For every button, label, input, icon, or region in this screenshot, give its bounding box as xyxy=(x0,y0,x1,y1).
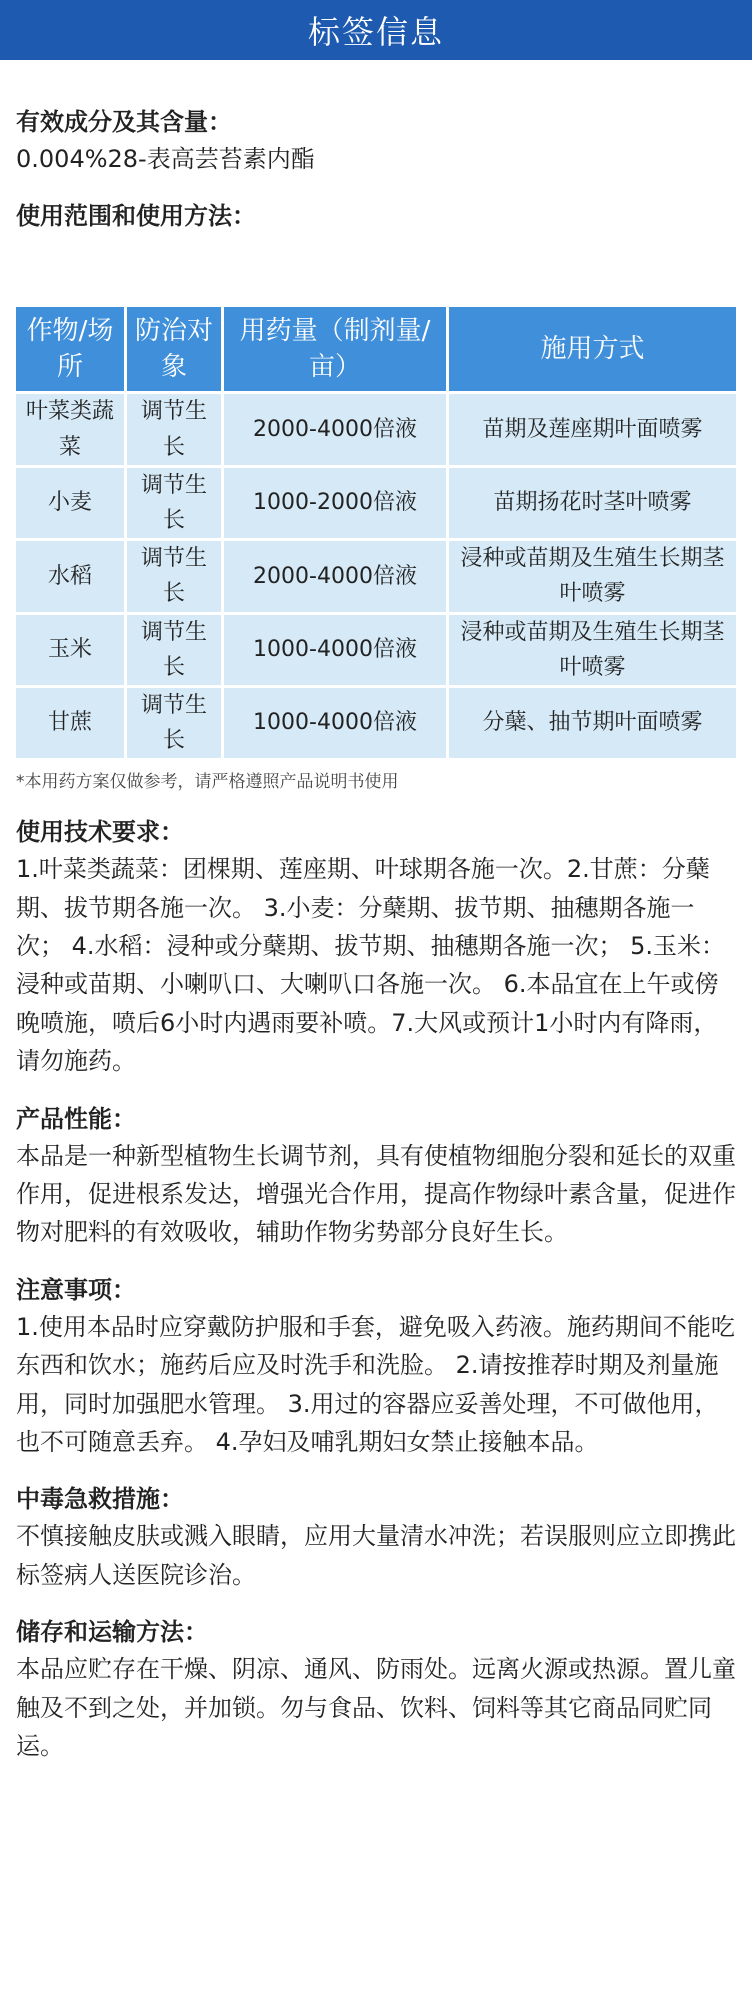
caution-section xyxy=(16,1272,736,1462)
storage-section xyxy=(16,1614,736,1765)
storage-text: 本品应贮存在干燥、阴凉、通风、防雨处。远离火源或热源。置儿童触及不到之处，并加锁。勿与食品、饮料、饲料等其它商品同贮同运。 xyxy=(16,1655,736,1760)
cell-crop: 玉米 xyxy=(16,615,124,685)
performance-section xyxy=(16,1101,736,1252)
performance-heading: 产品性能： xyxy=(16,1104,136,1133)
header-bar xyxy=(0,0,752,60)
table-row xyxy=(16,394,736,464)
tech-text: 1.叶菜类蔬菜：团棵期、莲座期、叶球期各施一次。2.甘蔗：分蘖期、拔节期各施一次。 3.小麦：分蘖期、拔节期、抽穗期各施一次； 4.水稻：浸种或分蘖期、拔节期、抽穗期各施一次； 5.玉米：浸种或苗期、小喇叭口、大喇叭口各施一次。 6.本品宜在上午或傍晚喷施，喷后6小时内遇雨要补喷。7.大风或预计1小时内有降雨，请勿施药。 xyxy=(16,855,726,1076)
cell-target: 调节生长 xyxy=(127,541,221,611)
header-method: 施用方式 xyxy=(449,307,736,391)
firstaid-section xyxy=(16,1481,736,1594)
table-row xyxy=(16,468,736,538)
firstaid-text: 不慎接触皮肤或溅入眼睛，应用大量清水冲洗；若误服则应立即携此标签病人送医院诊治。 xyxy=(16,1522,736,1589)
table-row xyxy=(16,615,736,685)
tech-section xyxy=(16,814,736,1080)
performance-text: 本品是一种新型植物生长调节剂，具有使植物细胞分裂和延长的双重作用，促进根系发达，增强光合作用，提高作物绿叶素含量，促进作物对肥料的有效吸收，辅助作物劣势部分良好生长。 xyxy=(16,1141,736,1247)
cell-method: 浸种或苗期及生殖生长期茎叶喷雾 xyxy=(449,541,736,611)
cell-crop: 小麦 xyxy=(16,468,124,538)
cell-target: 调节生长 xyxy=(127,468,221,538)
dosage-table xyxy=(13,304,739,761)
ingredient-value: 0.004%28-表高芸苔素内酯 xyxy=(16,145,315,173)
table-header-row xyxy=(16,307,736,391)
cell-crop: 水稻 xyxy=(16,541,124,611)
caution-heading: 注意事项： xyxy=(16,1275,136,1304)
spacer xyxy=(16,254,736,304)
header-dosage: 用药量（制剂量/亩） xyxy=(224,307,446,391)
cell-target: 调节生长 xyxy=(127,688,221,758)
cell-dosage: 1000-4000倍液 xyxy=(224,688,446,758)
table-note: *本用药方案仅做参考，请严格遵照产品说明书使用 xyxy=(16,772,399,793)
header-crop: 作物/场所 xyxy=(16,307,124,391)
cell-method: 分蘖、抽节期叶面喷雾 xyxy=(449,688,736,758)
cell-method: 苗期扬花时茎叶喷雾 xyxy=(449,468,736,538)
cell-crop: 甘蔗 xyxy=(16,688,124,758)
caution-text: 1.使用本品时应穿戴防护服和手套，避免吸入药液。施药期间不能吃东西和饮水；施药后应及时洗手和洗脸。 2.请按推荐时期及剂量施用，同时加强肥水管理。 3.用过的容器应妥善处理，不可做他用，也不可随意丢弃。 4.孕妇及哺乳期妇女禁止接触本品。 xyxy=(16,1312,735,1456)
storage-heading: 储存和运输方法： xyxy=(16,1618,208,1647)
cell-dosage: 1000-4000倍液 xyxy=(224,615,446,685)
ingredient-section xyxy=(16,104,736,178)
cell-target: 调节生长 xyxy=(127,394,221,464)
usage-heading: 使用范围和使用方法： xyxy=(16,202,256,231)
table-row xyxy=(16,541,736,611)
cell-dosage: 2000-4000倍液 xyxy=(224,394,446,464)
ingredient-heading: 有效成分及其含量： xyxy=(16,108,232,136)
usage-section xyxy=(16,198,736,234)
firstaid-heading: 中毒急救措施： xyxy=(16,1485,184,1514)
cell-dosage: 1000-2000倍液 xyxy=(224,468,446,538)
table-row xyxy=(16,688,736,758)
cell-dosage: 2000-4000倍液 xyxy=(224,541,446,611)
tech-heading: 使用技术要求： xyxy=(16,818,184,847)
cell-target: 调节生长 xyxy=(127,615,221,685)
cell-crop: 叶菜类蔬菜 xyxy=(16,394,124,464)
cell-method: 苗期及莲座期叶面喷雾 xyxy=(449,394,736,464)
cell-method: 浸种或苗期及生殖生长期茎叶喷雾 xyxy=(449,615,736,685)
page-title: 标签信息 xyxy=(307,13,444,51)
label-content xyxy=(0,60,752,1765)
header-target: 防治对象 xyxy=(127,307,221,391)
